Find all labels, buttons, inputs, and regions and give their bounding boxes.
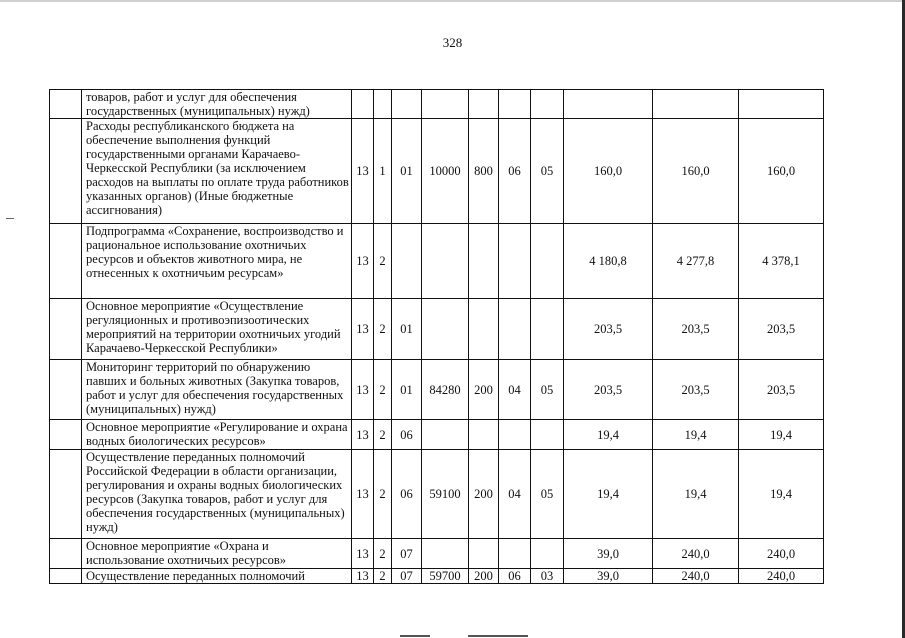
- row-number-cell: [50, 224, 82, 299]
- subprogram-code-cell: 2: [374, 569, 392, 584]
- program-code-cell: 13: [352, 450, 374, 539]
- subsection-cell: [531, 224, 564, 299]
- item-name-cell: Основное мероприятие «Охрана и использование охотничьих ресурсов»: [82, 539, 352, 569]
- program-code-cell: 13: [352, 539, 374, 569]
- row-number-cell: [50, 539, 82, 569]
- item-name-cell: Подпрограмма «Сохранение, воспроизводство и рациональное использование охотничьих ресурсов и объектов животного мира, не отнесенных к охотничьим ресурсам»: [82, 224, 352, 299]
- subsection-cell: [531, 299, 564, 360]
- row-number-cell: [50, 90, 82, 119]
- amount-2020-cell: 19,4: [653, 450, 739, 539]
- amount-2019-cell: 19,4: [564, 420, 653, 450]
- main-event-code-cell: 01: [392, 119, 422, 224]
- expense-type-cell: 800: [469, 119, 499, 224]
- amount-2020-cell: 160,0: [653, 119, 739, 224]
- row-number-cell: [50, 450, 82, 539]
- table-row: [50, 224, 824, 299]
- subprogram-code-cell: 2: [374, 224, 392, 299]
- main-event-code-cell: 06: [392, 420, 422, 450]
- table-row: [50, 539, 824, 569]
- item-name-cell: Основное мероприятие «Осуществление регуляционных и противоэпизоотических мероприятий на территории охотничьих угодий Карачаево-Черкесской Республики»: [82, 299, 352, 360]
- table-row: [50, 569, 824, 584]
- expense-direction-cell: [422, 90, 469, 119]
- section-cell: 04: [499, 450, 531, 539]
- amount-2019-cell: 203,5: [564, 360, 653, 420]
- item-name-cell: Осуществление переданных полномочий: [82, 569, 352, 584]
- amount-2021-cell: 240,0: [739, 569, 824, 584]
- expense-direction-cell: [422, 224, 469, 299]
- expense-type-cell: [469, 420, 499, 450]
- subsection-cell: [531, 539, 564, 569]
- program-code-cell: 13: [352, 299, 374, 360]
- subprogram-code-cell: 2: [374, 539, 392, 569]
- section-cell: [499, 224, 531, 299]
- subsection-cell: 03: [531, 569, 564, 584]
- row-number-cell: [50, 119, 82, 224]
- amount-2019-cell: 39,0: [564, 569, 653, 584]
- section-cell: [499, 420, 531, 450]
- main-event-code-cell: 01: [392, 360, 422, 420]
- table-row: [50, 119, 824, 224]
- table-body: [50, 90, 824, 584]
- amount-2019-cell: 203,5: [564, 299, 653, 360]
- amount-2021-cell: 203,5: [739, 360, 824, 420]
- expense-type-cell: 200: [469, 360, 499, 420]
- table-row: [50, 299, 824, 360]
- subprogram-code-cell: 2: [374, 299, 392, 360]
- main-event-code-cell: 07: [392, 569, 422, 584]
- row-number-cell: [50, 360, 82, 420]
- amount-2021-cell: [739, 90, 824, 119]
- amount-2020-cell: 4 277,8: [653, 224, 739, 299]
- main-event-code-cell: [392, 90, 422, 119]
- table-row: [50, 450, 824, 539]
- subprogram-code-cell: 1: [374, 119, 392, 224]
- page-number: 328: [442, 35, 463, 50]
- amount-2019-cell: 19,4: [564, 450, 653, 539]
- item-name-cell: товаров, работ и услуг для обеспечения государственных (муниципальных) нужд): [82, 90, 352, 119]
- row-number-cell: [50, 420, 82, 450]
- amount-2021-cell: 4 378,1: [739, 224, 824, 299]
- section-cell: 04: [499, 360, 531, 420]
- section-cell: 06: [499, 569, 531, 584]
- scan-top-edge: [0, 0, 905, 2]
- expense-direction-cell: 10000: [422, 119, 469, 224]
- expense-direction-cell: [422, 539, 469, 569]
- program-code-cell: 13: [352, 360, 374, 420]
- amount-2020-cell: 19,4: [653, 420, 739, 450]
- amount-2021-cell: 203,5: [739, 299, 824, 360]
- subprogram-code-cell: 2: [374, 450, 392, 539]
- section-cell: 06: [499, 119, 531, 224]
- item-name-cell: Мониторинг территорий по обнаружению павших и больных животных (Закупка товаров, работ и услуг для обеспечения государственных (муниципальных) нужд): [82, 360, 352, 420]
- subsection-cell: 05: [531, 119, 564, 224]
- table-row: [50, 360, 824, 420]
- row-number-cell: [50, 299, 82, 360]
- program-code-cell: 13: [352, 420, 374, 450]
- expense-type-cell: [469, 539, 499, 569]
- subprogram-code-cell: 2: [374, 360, 392, 420]
- subsection-cell: [531, 90, 564, 119]
- section-cell: [499, 90, 531, 119]
- expense-type-cell: 200: [469, 569, 499, 584]
- item-name-cell: Основное мероприятие «Регулирование и охрана водных биологических ресурсов»: [82, 420, 352, 450]
- main-event-code-cell: 07: [392, 539, 422, 569]
- expense-direction-cell: [422, 299, 469, 360]
- subprogram-code-cell: [374, 90, 392, 119]
- section-cell: [499, 299, 531, 360]
- expense-direction-cell: 59700: [422, 569, 469, 584]
- amount-2020-cell: 240,0: [653, 569, 739, 584]
- amount-2019-cell: 39,0: [564, 539, 653, 569]
- amount-2019-cell: 160,0: [564, 119, 653, 224]
- table-row: [50, 420, 824, 450]
- amount-2021-cell: 19,4: [739, 420, 824, 450]
- expense-direction-cell: [422, 420, 469, 450]
- item-name-cell: Осуществление переданных полномочий Российской Федерации в области организации, регулирования и охраны водных биологических ресурсов (Закупка товаров, работ и услуг для обеспечения государственных (муниципальных) нужд): [82, 450, 352, 539]
- amount-2020-cell: 240,0: [653, 539, 739, 569]
- program-code-cell: [352, 90, 374, 119]
- amount-2020-cell: 203,5: [653, 360, 739, 420]
- program-code-cell: 13: [352, 569, 374, 584]
- expense-type-cell: [469, 224, 499, 299]
- amount-2021-cell: 160,0: [739, 119, 824, 224]
- section-cell: [499, 539, 531, 569]
- scan-mark: [468, 635, 528, 637]
- subprogram-code-cell: 2: [374, 420, 392, 450]
- amount-2020-cell: 203,5: [653, 299, 739, 360]
- main-event-code-cell: 06: [392, 450, 422, 539]
- program-code-cell: 13: [352, 224, 374, 299]
- expense-direction-cell: 59100: [422, 450, 469, 539]
- amount-2019-cell: 4 180,8: [564, 224, 653, 299]
- expense-type-cell: [469, 90, 499, 119]
- item-name-cell: Расходы республиканского бюджета на обеспечение выполнения функций государственными органами Карачаево-Черкесской Республики (за исключением расходов на выплаты по оплате труда работников указанных органов) (Иные бюджетные ассигнования): [82, 119, 352, 224]
- amount-2021-cell: 19,4: [739, 450, 824, 539]
- subsection-cell: [531, 420, 564, 450]
- expense-type-cell: [469, 299, 499, 360]
- expense-type-cell: 200: [469, 450, 499, 539]
- main-event-code-cell: [392, 224, 422, 299]
- budget-table: [49, 89, 824, 584]
- scan-mark: [6, 218, 14, 219]
- expense-direction-cell: 84280: [422, 360, 469, 420]
- amount-2021-cell: 240,0: [739, 539, 824, 569]
- program-code-cell: 13: [352, 119, 374, 224]
- main-event-code-cell: 01: [392, 299, 422, 360]
- subsection-cell: 05: [531, 360, 564, 420]
- amount-2019-cell: [564, 90, 653, 119]
- row-number-cell: [50, 569, 82, 584]
- scan-mark: [400, 635, 430, 637]
- subsection-cell: 05: [531, 450, 564, 539]
- table-row: [50, 90, 824, 119]
- amount-2020-cell: [653, 90, 739, 119]
